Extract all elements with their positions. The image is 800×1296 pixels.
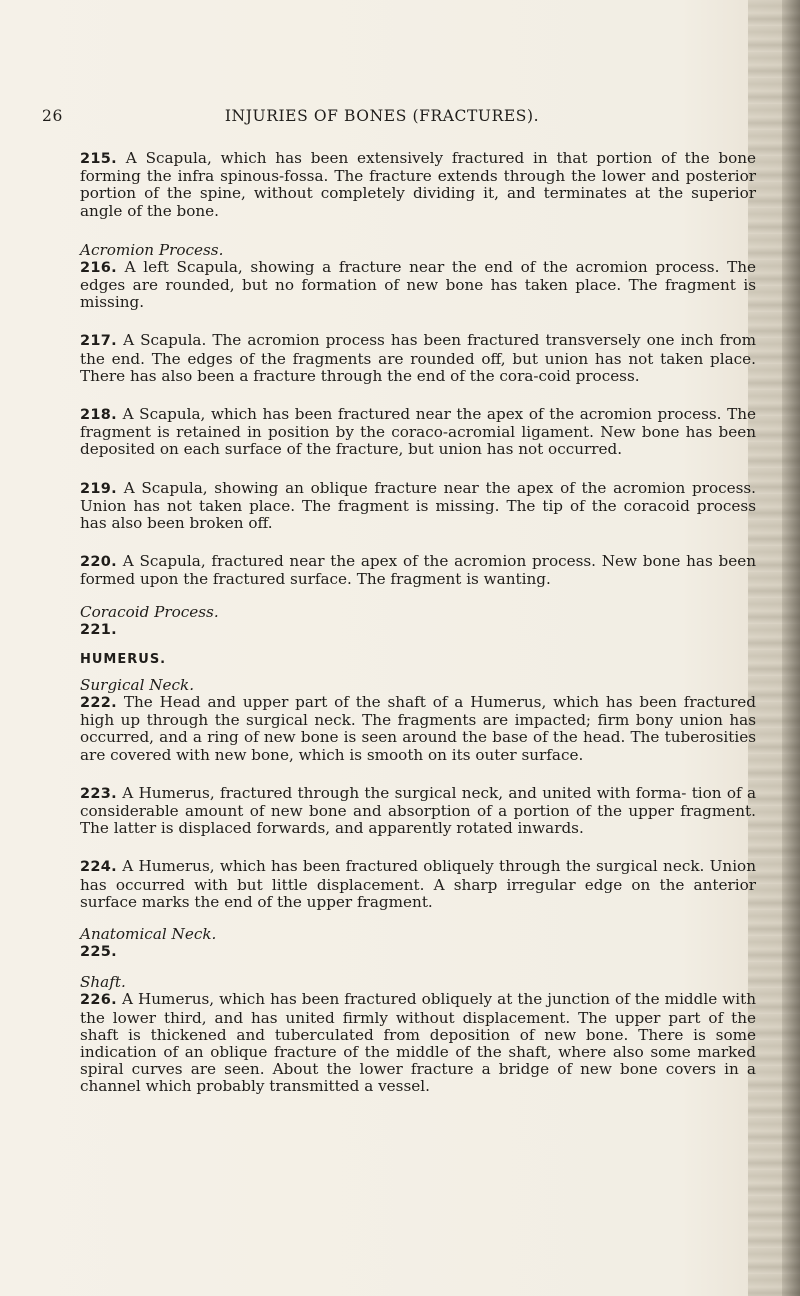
entry-number: 222. [80,695,117,712]
entry-number: 223. [80,785,117,802]
entry-text: A Humerus, which has been fractured obliquely through the surgical neck. Union has occurred with but little displacement. A sharp irregular edge on the anterior surface marks the end of the upper fragment. [80,857,756,911]
entry-226 [80,991,756,1095]
entry-221 [80,621,756,639]
entry-text: The Head and upper part of the shaft of a Humerus, which has been fractured high up through the surgical neck. The fragments are impacted; firm bony union has occurred, and a ring of new bone is seen around the base of the head. The tuberosities are covered with new bone, which is smooth on its outer surface. [80,693,757,764]
entry-number: 226. [80,992,117,1009]
running-head: INJURIES OF BONES (FRACTURES). [224,107,540,125]
subheading-shaft: Shaft. [80,973,126,992]
entry-224 [80,858,756,911]
entry-number: 216. [80,259,117,276]
page-number: 26 [42,107,63,125]
entry-222 [80,694,756,764]
entry-223 [80,785,756,838]
entry-217 [80,332,756,385]
entry-number: 225. [80,944,117,961]
subheading-anatomical-neck: Anatomical Neck. [80,925,217,944]
entry-number: 220. [80,554,117,571]
entry-218 [80,406,756,459]
entry-216 [80,259,756,312]
entry-number: 218. [80,407,117,424]
subheading-surgical-neck: Surgical Neck. [80,676,195,695]
entry-215 [80,150,756,220]
page-body [80,150,756,1117]
entry-text: A Scapula, fractured near the apex of the acromion process. New bone has been formed upon the fractured surface. The fragment is wanting. [80,552,756,589]
page-edge-shadow [782,0,800,1296]
entry-number: 219. [80,480,117,497]
entry-text: A Scapula, showing an oblique fracture near the apex of the acromion process. Union has not taken place. The fragment is missing. The tip of the coracoid process has also been broken off. [80,478,757,533]
entry-220 [80,553,756,588]
entry-219 [80,480,756,533]
subheading-acromion: Acromion Process. [80,240,224,259]
entry-text: A Scapula. The acromion process has been fractured transversely one inch from the end. The edges of the fragments are rounded off, but union has not taken place. There has also been a fracture through the end of the cora-coid process. [80,331,757,385]
entry-text: A left Scapula, showing a fracture near the end of the acromion process. The edges are rounded, but no formation of new bone has taken place. The fragment is missing. [80,257,756,312]
subheading-coracoid: Coracoid Process. [80,602,219,621]
entry-text: A Scapula, which has been extensively fractured in that portion of the bone forming the infra spinous-fossa. The fracture extends through the lower and posterior portion of the spine, without completely dividing it, and terminates at the superior angle of the bone. [80,149,756,220]
page-header [42,107,722,131]
entry-text: A Humerus, fractured through the surgical neck, and united with forma- tion of a considerable amount of new bone and absorption of a portion of the upper fragment. The latter is displaced forwards, and apparently rotated inwards. [80,783,757,838]
entry-225 [80,943,756,961]
section-heading-humerus: HUMERUS. [80,651,167,667]
entry-text: A Scapula, which has been fractured near the apex of the acromion process. The fragment is retained in position by the coraco-acromial ligament. New bone has been deposited on each surface of the fracture, but union has not occurred. [80,405,756,459]
entry-number: 217. [80,333,117,350]
entry-number: 224. [80,859,117,876]
entry-text: A Humerus, which has been fractured obliquely at the junction of the middle with the lower third, and has united firmly without displacement. The upper part of the shaft is thickened and tuberculated from deposition of new bone. There is some indication of an oblique fracture of the middle of the shaft, where also some marked spiral curves are seen. About the lower fracture a bridge of new bone covers in a channel which probably transmitted a vessel. [80,990,756,1096]
entry-number: 215. [80,151,117,167]
entry-number: 221. [80,621,117,638]
